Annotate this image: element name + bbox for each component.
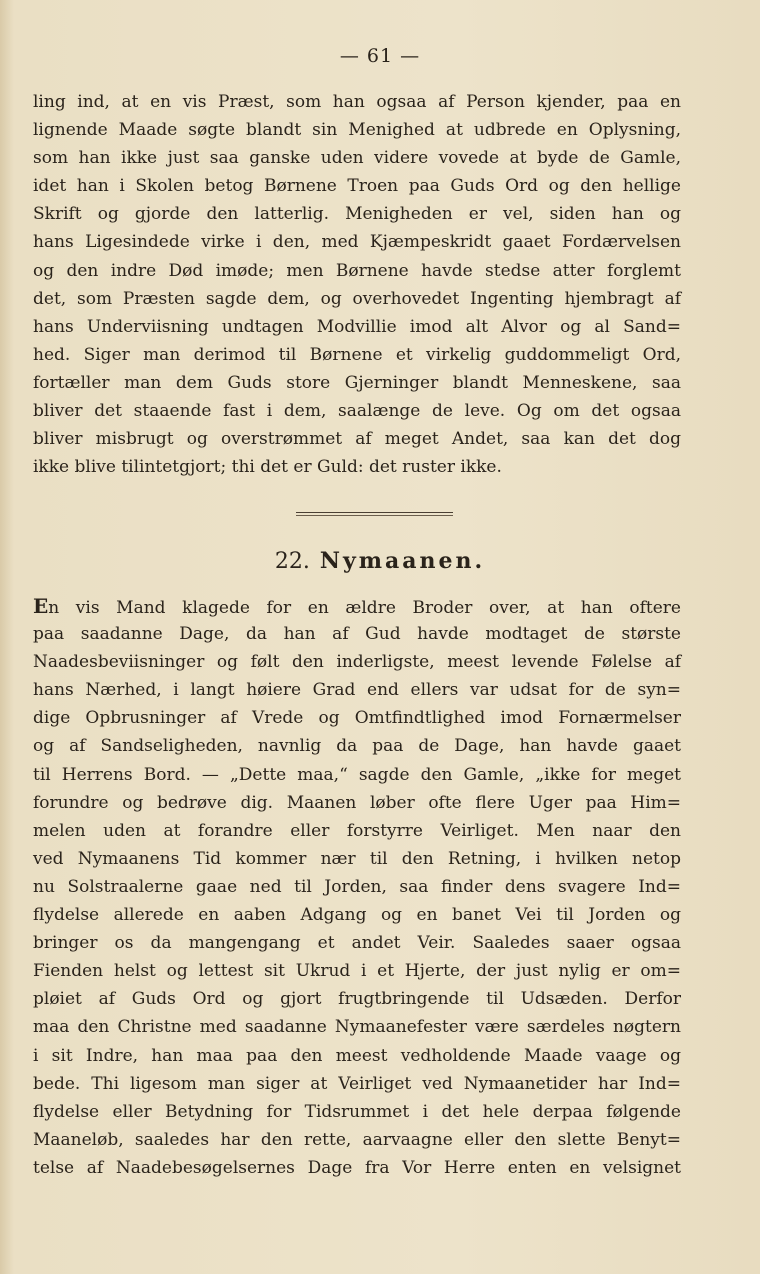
paragraph-section-22 <box>33 592 681 1182</box>
text-line: fortæller man dem Guds store Gjerninger blandt Menneskene, saa <box>33 372 681 393</box>
text-line: ikke blive tilintetgjort; thi det er Guld: det ruster ikke. <box>33 457 502 478</box>
section-divider <box>296 512 453 513</box>
text-line: ling ind, at en vis Præst, som han ogsaa af Person kjender, paa en <box>33 92 681 112</box>
text-line: idet han i Skolen betog Børnene Troen paa Guds Ord og den hellige <box>33 176 681 197</box>
text-line-content: n vis Mand klagede for en ældre Broder over, at han oftere <box>48 598 681 618</box>
text-line: paa saadanne Dage, da han af Gud havde modtaget de største <box>33 624 681 645</box>
text-line: som han ikke just saa ganske uden videre vovede at byde de Gamle, <box>33 148 681 169</box>
text-line: til Herrens Bord. — „Dette maa,“ sagde den Gamle, „ikke for meget <box>33 764 681 785</box>
text-line: bliver det staaende fast i dem, saalænge de leve. Og om det ogsaa <box>33 401 681 422</box>
text-line: flydelse allerede en aaben Adgang og en banet Vei til Jorden og <box>33 905 681 926</box>
text-line: hans Nærhed, i langt høiere Grad end ellers var udsat for de syn= <box>33 680 681 701</box>
text-line: Naadesbeviisninger og følt den inderligste, meest levende Følelse af <box>33 652 681 673</box>
text-line: hed. Siger man derimod til Børnene et virkelig guddommeligt Ord, <box>33 344 681 365</box>
text-line: bringer os da mangengang et andet Veir. Saaledes saaer ogsaa <box>33 933 681 954</box>
text-line: hans Ligesindede virke i den, med Kjæmpeskridt gaaet Fordærvelsen <box>33 232 681 253</box>
page-number: — 61 — <box>339 45 421 67</box>
text-line: Fienden helst og lettest sit Ukrud i et Hjerte, der just nylig er om= <box>33 961 681 982</box>
text-line: og af Sandseligheden, navnlig da paa de Dage, han havde gaaet <box>33 736 681 757</box>
text-line: dige Opbrusninger af Vrede og Omtfindtlighed imod Fornærmelser <box>33 708 681 729</box>
text-line: bliver misbrugt og overstrømmet af meget Andet, saa kan det dog <box>33 429 681 450</box>
text-line: maa den Christne med saadanne Nymaanefester være særdeles nøgtern <box>33 1017 681 1038</box>
section-number: 22. <box>274 549 310 574</box>
paragraph-continued <box>33 88 681 481</box>
text-line: det, som Præsten sagde dem, og overhovedet Ingenting hjembragt af <box>33 288 681 309</box>
text-line: melen uden at forandre eller forstyrre Veirliget. Men naar den <box>33 820 681 841</box>
text-line <box>33 592 681 620</box>
text-line: og den indre Død imøde; men Børnene havde stedse atter forglemt <box>33 260 681 281</box>
text-line: pløiet af Guds Ord og gjort frugtbringende til Udsæden. Derfor <box>33 989 681 1010</box>
text-line: Skrift og gjorde den latterlig. Menigheden er vel, siden han og <box>33 204 681 225</box>
text-line: bede. Thi ligesom man siger at Veirliget ved Nymaanetider har Ind= <box>33 1073 681 1094</box>
text-line: lignende Maade søgte blandt sin Menighed at udbrede en Oplysning, <box>33 120 681 141</box>
text-line: hans Underviisning undtagen Modvillie imod alt Alvor og al Sand= <box>33 316 681 337</box>
text-line: Maaneløb, saaledes har den rette, aarvaagne eller den slette Benyt= <box>33 1129 681 1150</box>
text-line: flydelse eller Betydning for Tidsrummet i det hele derpaa følgende <box>33 1101 681 1122</box>
text-line: telse af Naadebesøgelsernes Dage fra Vor Herre enten en velsignet <box>33 1157 681 1178</box>
section-title: Nymaanen. <box>319 548 486 574</box>
text-line: nu Solstraalerne gaae ned til Jorden, saa finder dens svagere Ind= <box>33 876 681 897</box>
text-line: ved Nymaanens Tid kommer nær til den Retning, i hvilken netop <box>33 848 681 869</box>
text-line: i sit Indre, han maa paa den meest vedholdende Maade vaage og <box>33 1045 681 1066</box>
drop-cap: E <box>33 594 49 618</box>
text-line: forundre og bedrøve dig. Maanen løber ofte flere Uger paa Him= <box>33 792 681 813</box>
section-heading <box>0 548 760 574</box>
